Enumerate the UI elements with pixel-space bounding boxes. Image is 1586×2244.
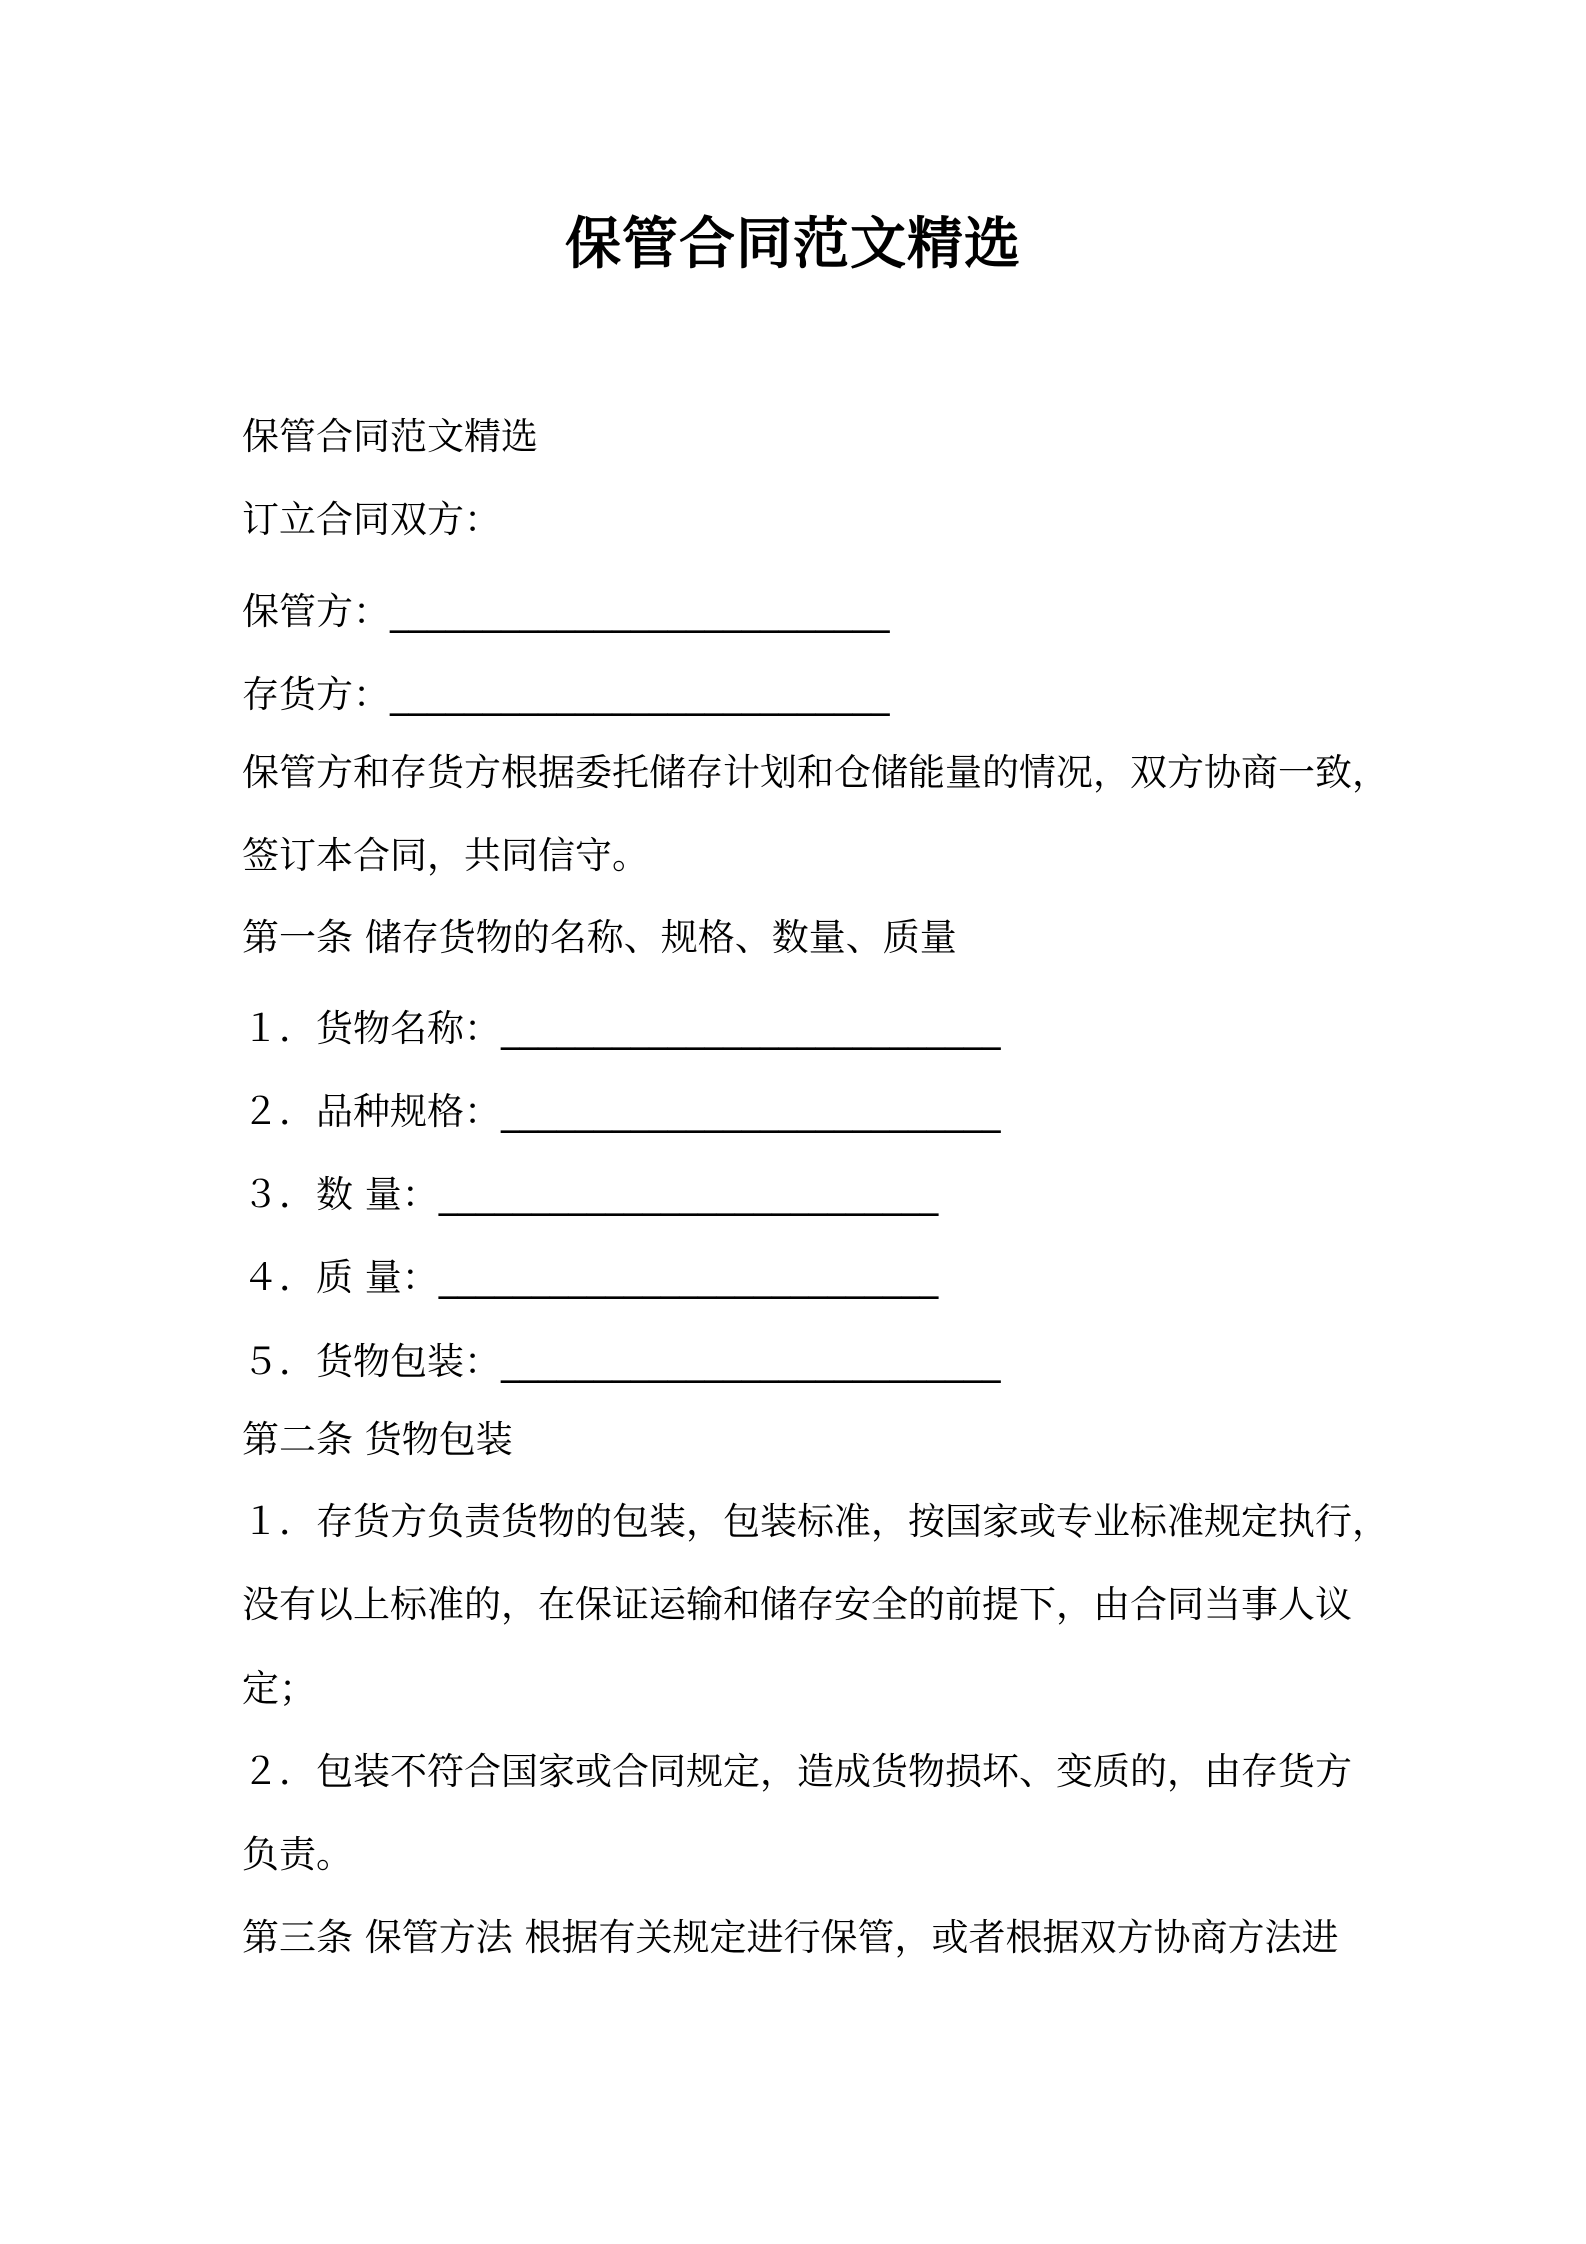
parties-heading: 订立合同双方： bbox=[242, 498, 501, 541]
goods-quality-field: ４．质 量：___________________________ bbox=[242, 1256, 939, 1299]
article-2-clause-2-line-2: 负责。 bbox=[242, 1833, 353, 1876]
goods-spec-field: ２．品种规格：___________________________ bbox=[242, 1090, 1001, 1133]
goods-packaging-field: ５．货物包装：___________________________ bbox=[242, 1340, 1001, 1383]
article-2-heading: 第二条 货物包装 bbox=[242, 1418, 513, 1461]
preamble-line-2: 签订本合同，共同信守。 bbox=[242, 834, 649, 877]
depositor-field: 存货方：___________________________ bbox=[242, 673, 890, 716]
article-2-clause-1-line-1: １．存货方负责货物的包装，包装标准，按国家或专业标准规定执行， bbox=[242, 1500, 1389, 1543]
goods-quantity-field: ３．数 量：___________________________ bbox=[242, 1173, 939, 1216]
article-2-clause-2-line-1: ２．包装不符合国家或合同规定，造成货物损坏、变质的，由存货方 bbox=[242, 1750, 1352, 1793]
article-3-line-1: 第三条 保管方法 根据有关规定进行保管，或者根据双方协商方法进 bbox=[242, 1916, 1339, 1959]
custodian-field: 保管方：___________________________ bbox=[242, 590, 890, 633]
goods-name-field: １．货物名称：___________________________ bbox=[242, 1007, 1001, 1050]
document-title: 保管合同范文精选 bbox=[565, 212, 1021, 277]
preamble-line-1: 保管方和存货方根据委托储存计划和仓储能量的情况，双方协商一致， bbox=[242, 751, 1389, 794]
article-1-heading: 第一条 储存货物的名称、规格、数量、质量 bbox=[242, 916, 957, 959]
article-2-clause-1-line-2: 没有以上标准的，在保证运输和储存安全的前提下，由合同当事人议 bbox=[242, 1583, 1352, 1626]
subtitle-line: 保管合同范文精选 bbox=[242, 415, 538, 458]
article-2-clause-1-line-3: 定； bbox=[242, 1667, 316, 1710]
